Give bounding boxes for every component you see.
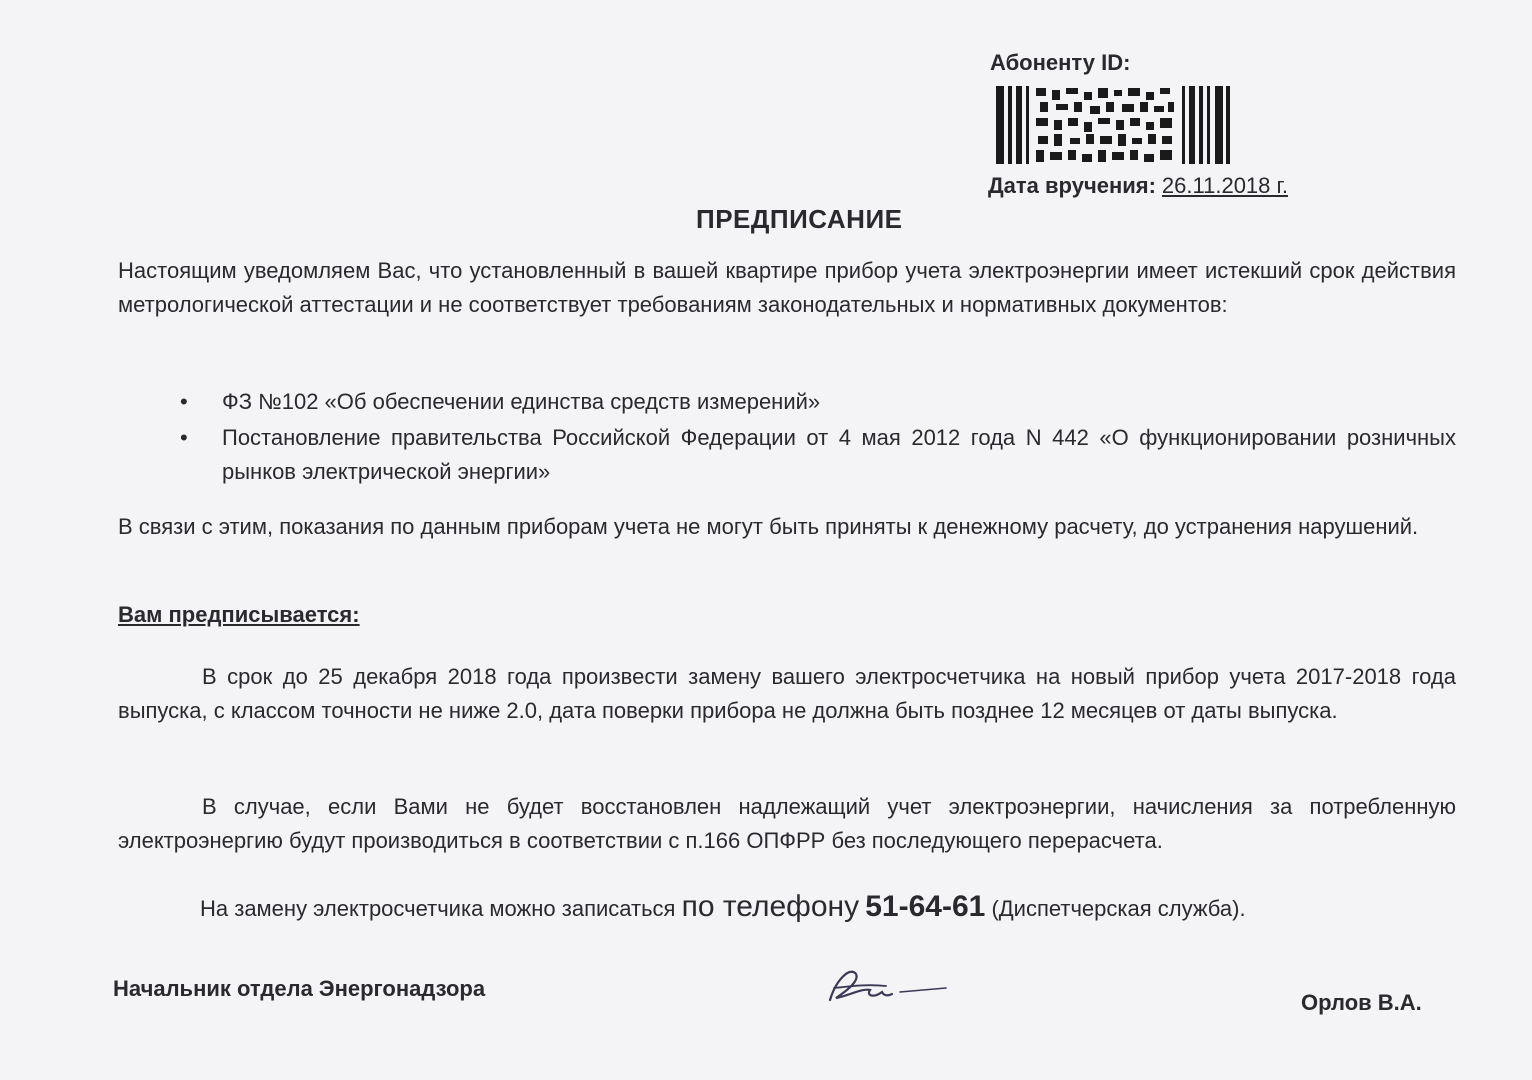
signer-name: Орлов В.А. xyxy=(1301,990,1422,1015)
signature-icon xyxy=(822,960,952,1010)
intro-paragraph: Настоящим уведомляем Вас, что установленный в вашей квартире прибор учета электроэнергии имеет истекший срок действия метрологической аттестации и не соответствует требованиям законодательных и нормативных документов: xyxy=(118,258,1456,317)
law-text: Постановление правительства Российской Федерации от 4 мая 2012 года N 442 «О функционировании розничных рынков электрической энергии» xyxy=(222,425,1456,484)
section-heading: Вам предписывается: xyxy=(118,602,360,627)
document-title: ПРЕДПИСАНИЕ xyxy=(696,204,903,234)
warning-paragraph: В случае, если Вами не будет восстановлен надлежащий учет электроэнергии, начисления за потребленную электроэнергию будут производиться в соответствии с п.166 ОПФРР без последующего перерасчета. xyxy=(118,794,1456,853)
delivery-date-value: 26.11.2018 г. xyxy=(1161,173,1288,198)
phone-number: 51-64-61 xyxy=(865,890,986,923)
barcode-icon xyxy=(996,86,1230,164)
consequence-paragraph: В связи с этим, показания по данным приборам учета не могут быть приняты к денежному расчету, до устранения нарушений. xyxy=(118,514,1419,539)
signer-position: Начальник отдела Энергонадзора xyxy=(113,976,486,1001)
delivery-date-label: Дата вручения: xyxy=(988,173,1156,198)
phone-label: по телефону xyxy=(681,890,860,923)
laws-list xyxy=(180,385,1456,491)
subscriber-id-label: Абоненту ID: xyxy=(990,50,1131,75)
contact-suffix: (Диспетчерская служба). xyxy=(991,896,1246,921)
law-text: ФЗ №102 «Об обеспечении единства средств измерений» xyxy=(222,389,821,414)
delivery-date-line xyxy=(988,173,1288,199)
bullet-icon: • xyxy=(180,389,188,414)
bullet-icon: • xyxy=(180,425,188,450)
contact-line xyxy=(200,890,1246,924)
list-item xyxy=(180,421,1456,489)
instruction-paragraph: В срок до 25 декабря 2018 года произвести замену вашего электросчетчика на новый прибор учета 2017-2018 года выпуска, с классом точности не ниже 2.0, дата поверки прибора не должна быть позднее 12 месяцев от даты выпуска. xyxy=(118,664,1456,723)
list-item xyxy=(180,385,1456,419)
contact-prefix: На замену электросчетчика можно записаться xyxy=(200,896,676,921)
